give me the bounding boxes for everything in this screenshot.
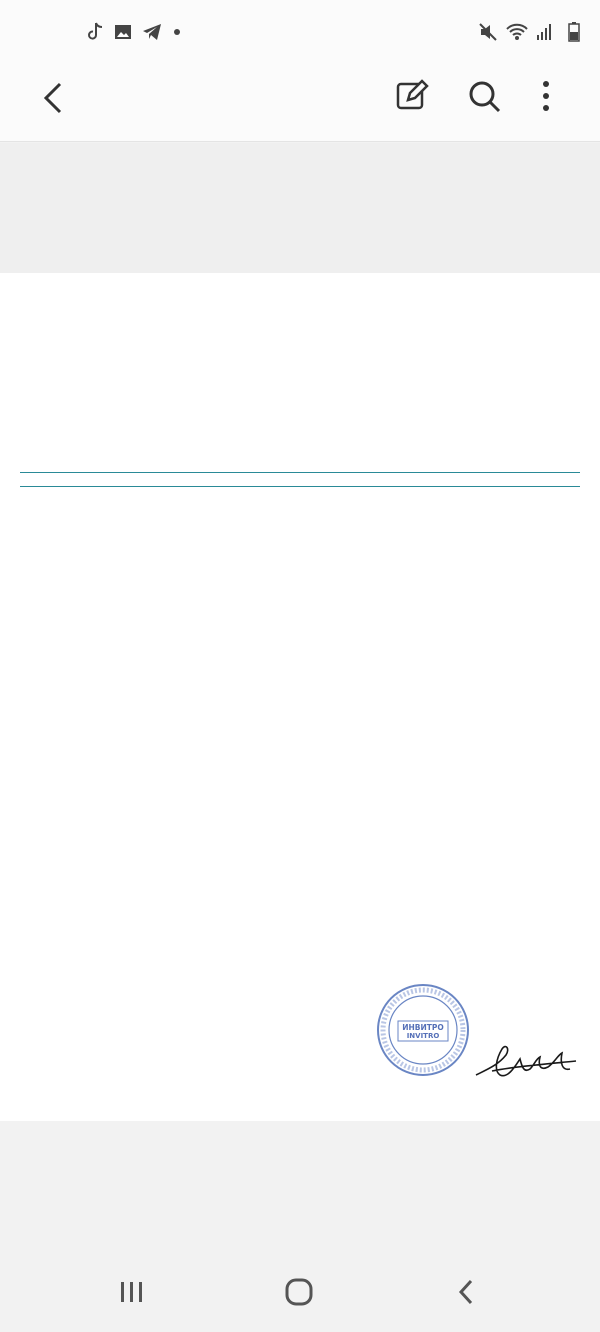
telegram-icon bbox=[142, 23, 162, 41]
back-icon[interactable] bbox=[456, 1278, 476, 1306]
edit-icon[interactable] bbox=[392, 76, 432, 116]
search-icon[interactable] bbox=[464, 76, 504, 116]
back-arrow-icon[interactable] bbox=[36, 78, 72, 118]
status-bar bbox=[0, 0, 600, 68]
lab-stamp bbox=[376, 983, 470, 1077]
tiktok-icon bbox=[86, 22, 104, 42]
table-header bbox=[20, 448, 580, 472]
viewer-background bbox=[0, 143, 600, 273]
signal-icon bbox=[536, 23, 552, 41]
more-options-icon[interactable] bbox=[526, 76, 566, 116]
section-title bbox=[20, 472, 580, 487]
recent-apps-icon[interactable] bbox=[118, 1280, 146, 1304]
pdf-page bbox=[0, 273, 600, 1121]
mute-icon bbox=[478, 22, 498, 42]
app-bar bbox=[0, 68, 600, 142]
wifi-icon bbox=[506, 23, 528, 41]
qr-code[interactable] bbox=[24, 984, 100, 1060]
battery-icon bbox=[568, 22, 580, 42]
doctor-signature bbox=[472, 1031, 582, 1091]
navigation-bar bbox=[0, 1250, 600, 1332]
svg-text:INVITRO: INVITRO bbox=[406, 1032, 440, 1040]
more-dot-icon bbox=[172, 27, 182, 37]
gallery-icon bbox=[114, 23, 132, 41]
home-icon[interactable] bbox=[284, 1278, 314, 1306]
svg-text:ИНВИТРО: ИНВИТРО bbox=[402, 1023, 444, 1032]
organization-info bbox=[330, 326, 590, 330]
